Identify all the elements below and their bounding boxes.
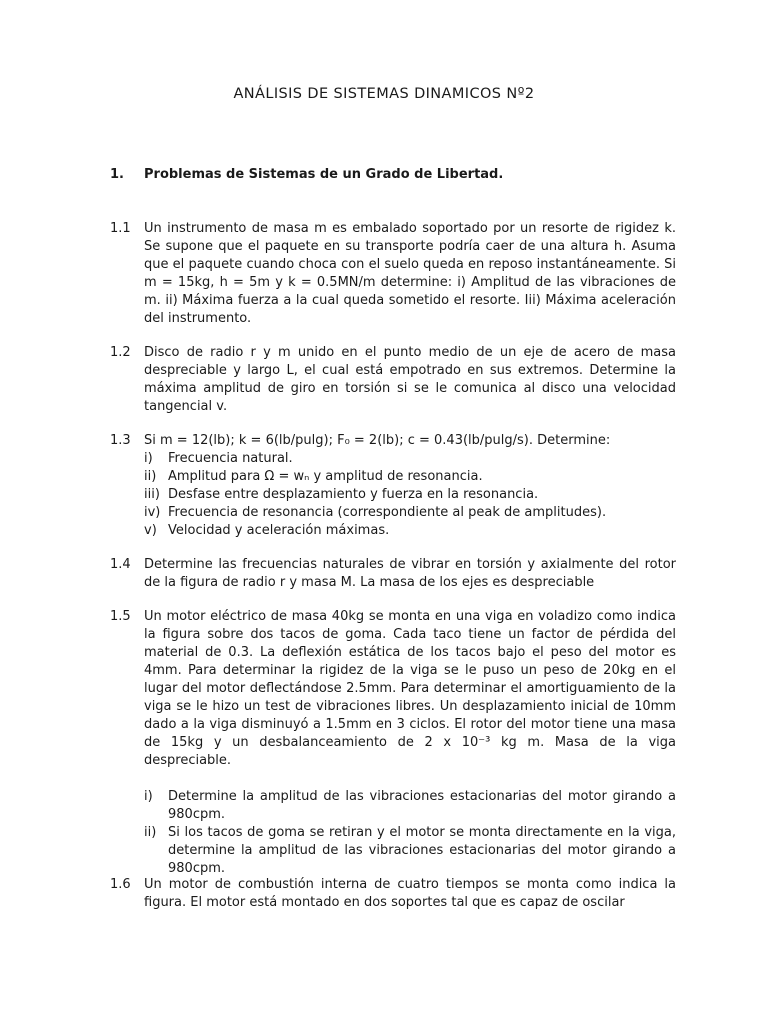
item-text: Velocidad y aceleración máximas. (168, 523, 390, 538)
problem-text: Un instrumento de masa m es embalado soportado por un resorte de rigidez k. Se supone que el paquete en su transporte podría caer de una altura h. Asuma que el paquete cuando choca con el suelo queda en reposo instantáneamente. Si m = 15kg, h = 5m y k = 0.5MN/m determine: i) Amplitud de las vibraciones de m. ii) Máxima fuerza a la cual queda sometido el resorte. Iii) Máxima aceleración del instrumento. (144, 221, 676, 326)
list-item (144, 504, 676, 522)
problem-intro: Si m = 12(lb); k = 6(lb/pulg); F₀ = 2(lb); c = 0.43(lb/pulg/s). Determine: (144, 433, 611, 448)
list-item (144, 824, 676, 878)
problem-body (144, 608, 676, 878)
item-text: Determine la amplitud de las vibraciones estacionarias del motor girando a 980cpm. (168, 789, 676, 822)
item-number: iv) (144, 505, 161, 520)
item-number: i) (144, 789, 153, 804)
problem-1-4 (110, 556, 676, 592)
page-title: ANÁLISIS DE SISTEMAS DINAMICOS Nº2 (233, 86, 535, 102)
problem-1-6 (110, 876, 676, 912)
problem-items (144, 788, 676, 878)
list-item (144, 468, 676, 486)
section-heading (110, 167, 503, 182)
item-text: Si los tacos de goma se retiran y el motor se monta directamente en la viga, determine la amplitud de las vibraciones estacionarias del motor girando a 980cpm. (168, 825, 676, 876)
list-item (144, 450, 676, 468)
problem-items (144, 450, 676, 540)
problem-1-2 (110, 344, 676, 416)
problem-text: Un motor de combustión interna de cuatro tiempos se monta como indica la figura. El motor está montado en dos soportes tal que es capaz de oscilar (144, 877, 676, 910)
item-number: ii) (144, 469, 157, 484)
problem-1-3 (110, 432, 676, 540)
item-text: Frecuencia de resonancia (correspondiente al peak de amplitudes). (168, 505, 607, 520)
problem-1-5 (110, 608, 676, 878)
problem-number: 1.4 (110, 557, 131, 572)
problem-number: 1.3 (110, 433, 131, 448)
item-text: Amplitud para Ω = wₙ y amplitud de resonancia. (168, 469, 483, 484)
problem-number: 1.1 (110, 221, 131, 236)
problem-number: 1.2 (110, 345, 131, 360)
problem-text: Disco de radio r y m unido en el punto medio de un eje de acero de masa despreciable y largo L, el cual está empotrado en sus extremos. Determine la máxima amplitud de giro en torsión si se le comunica al disco una velocidad tangencial v. (144, 345, 676, 414)
section-number: 1. (110, 167, 124, 182)
list-item (144, 522, 676, 540)
section-title: Problemas de Sistemas de un Grado de Libertad. (144, 167, 504, 182)
list-item (144, 486, 676, 504)
item-number: v) (144, 523, 157, 538)
problem-body (144, 432, 676, 540)
list-item (144, 788, 676, 824)
problem-number: 1.5 (110, 609, 131, 624)
problem-text: Un motor eléctrico de masa 40kg se monta en una viga en voladizo como indica la figura sobre dos tacos de goma. Cada taco tiene un factor de pérdida del material de 0.3. La deflexión estática de los tacos bajo el peso del motor es 4mm. Para determinar la rigidez de la viga se le puso un peso de 20kg en el lugar del motor deflectándose 2.5mm. Para determinar el amortiguamiento de la viga se le hizo un test de vibraciones libres. Un desplazamiento inicial de 10mm dado a la viga disminuyó a 1.5mm en 3 ciclos. El rotor del motor tiene una masa de 15kg y un desbalanceamiento de 2 x 10⁻³ kg m. Masa de la viga despreciable. (144, 609, 676, 768)
item-number: ii) (144, 825, 157, 840)
problem-text: Determine las frecuencias naturales de vibrar en torsión y axialmente del rotor de la figura de radio r y masa M. La masa de los ejes es despreciable (144, 557, 676, 590)
problem-number: 1.6 (110, 877, 131, 892)
item-text: Frecuencia natural. (168, 451, 293, 466)
item-number: iii) (144, 487, 160, 502)
item-text: Desfase entre desplazamiento y fuerza en la resonancia. (168, 487, 539, 502)
item-number: i) (144, 451, 153, 466)
problem-1-1 (110, 220, 676, 328)
